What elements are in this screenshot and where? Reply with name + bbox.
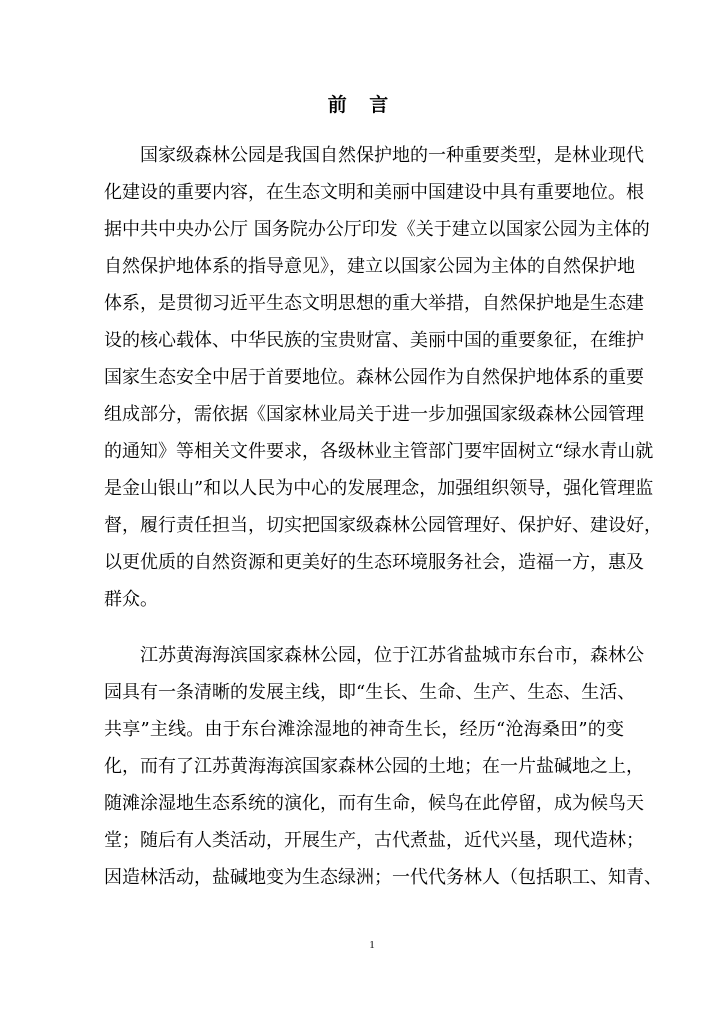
paragraph-line: 设的核心载体、中华民族的宝贵财富、美丽中国的重要象征，在维护 (104, 330, 644, 351)
paragraph-line: 群众。 (104, 589, 158, 610)
paragraph-line: 化，而有了江苏黄海海滨国家森林公园的土地；在一片盐碱地之上， (104, 756, 644, 777)
paragraph-line: 督，履行责任担当，切实把国家级森林公园管理好、保护好、建设好， (104, 515, 662, 536)
paragraph-line: 江苏黄海海滨国家森林公园，位于江苏省盐城市东台市，森林公 (140, 645, 644, 666)
paragraph-line: 以更优质的自然资源和更美好的生态环境服务社会，造福一方，惠及 (104, 552, 644, 573)
paragraph-line: 国家生态安全中居于首要地位。森林公园作为自然保护地体系的重要 (104, 367, 644, 388)
paragraph-line: 体系，是贯彻习近平生态文明思想的重大举措，自然保护地是生态建 (104, 293, 644, 314)
paragraph-1 (104, 137, 662, 618)
paragraph-2 (104, 637, 662, 896)
paragraph-line: 共享”主线。由于东台滩涂湿地的神奇生长，经历“沧海桑田”的变 (104, 719, 624, 740)
paragraph-line: 国家级森林公园是我国自然保护地的一种重要类型，是林业现代 (140, 145, 644, 166)
paragraph-line: 据中共中央办公厅 国务院办公厅印发《关于建立以国家公园为主体的 (104, 219, 650, 240)
page-number: 1 (369, 939, 375, 951)
paragraph-line: 自然保护地体系的指导意见》，建立以国家公园为主体的自然保护地 (104, 256, 635, 277)
paragraph-line: 化建设的重要内容，在生态文明和美丽中国建设中具有重要地位。根 (104, 182, 644, 203)
paragraph-line: 园具有一条清晰的发展主线，即“生长、生命、生产、生态、生活、 (104, 682, 636, 703)
paragraph-line: 组成部分，需依据《国家林业局关于进一步加强国家级森林公园管理 (104, 404, 644, 425)
paragraph-line: 是金山银山”和以人民为中心的发展理念，加强组织领导，强化管理监 (104, 478, 654, 499)
paragraph-line: 堂；随后有人类活动，开展生产，古代煮盐，近代兴垦，现代造林； (104, 830, 644, 851)
paragraph-line: 的通知》等相关文件要求，各级林业主管部门要牢固树立“绿水青山就 (104, 441, 654, 462)
page-title: 前 言 (327, 94, 397, 116)
paragraph-line: 因造林活动，盐碱地变为生态绿洲；一代代务林人（包括职工、知青、 (104, 867, 662, 888)
paragraph-line: 随滩涂湿地生态系统的演化，而有生命，候鸟在此停留，成为候鸟天 (104, 793, 644, 814)
